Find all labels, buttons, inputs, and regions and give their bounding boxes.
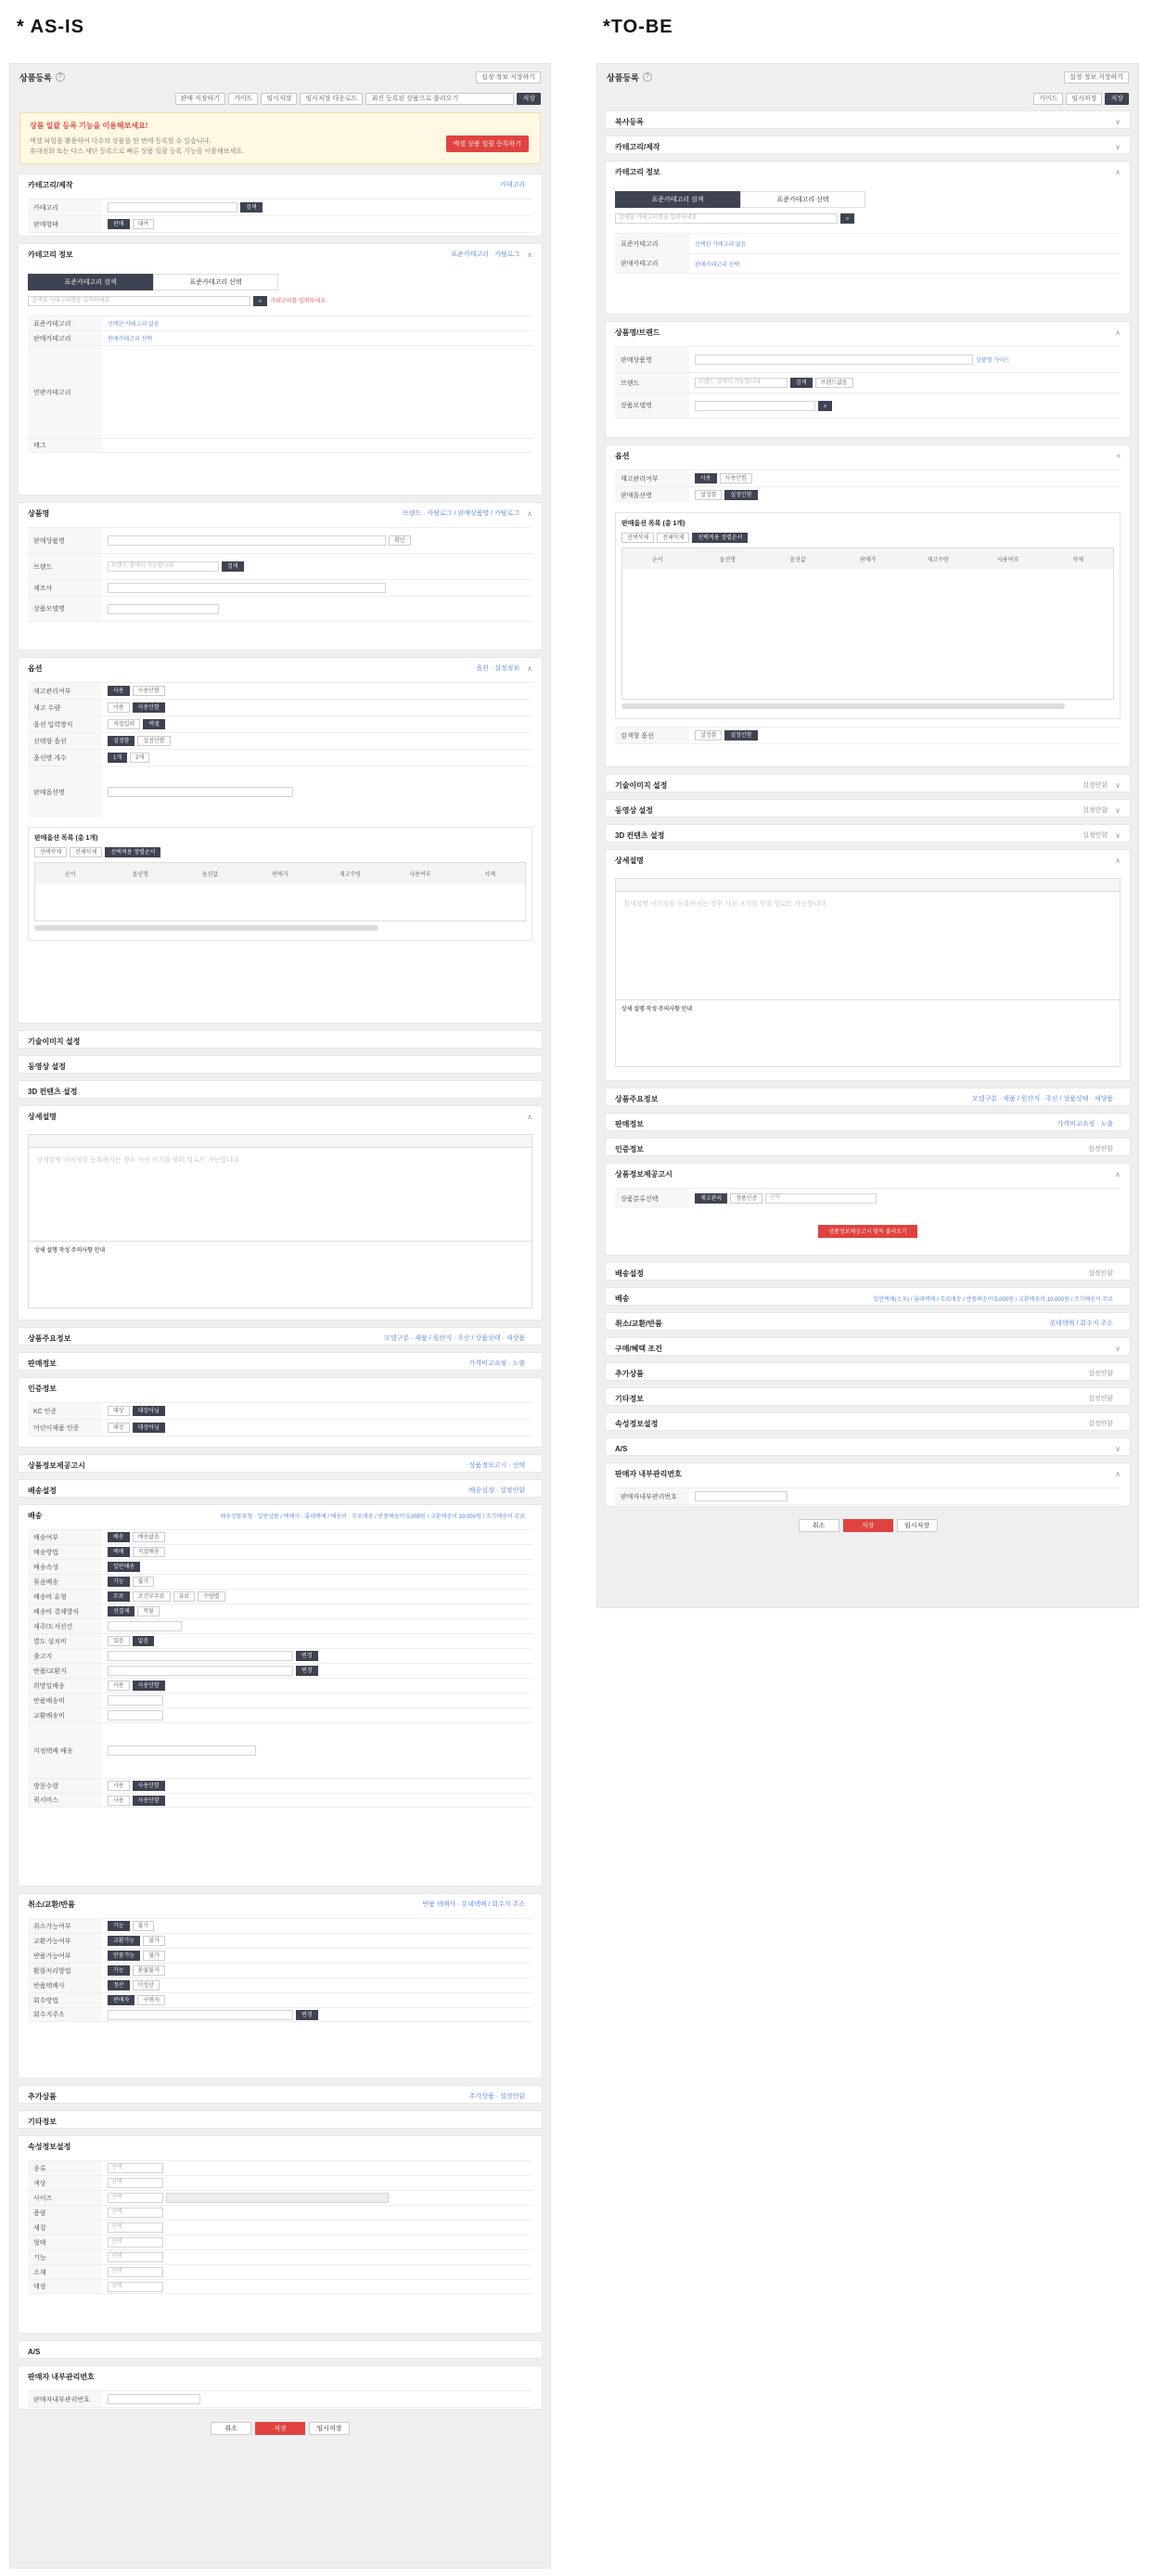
guide-button[interactable]: 가이드 (1033, 93, 1063, 105)
toolbar-button[interactable]: 임시저장 (261, 93, 297, 105)
settings-save-button[interactable]: 설정 정보 저장하기 (476, 71, 541, 84)
help-icon[interactable]: ? (56, 72, 65, 82)
as-is-heading: * AS-IS (17, 17, 84, 37)
section: 속성정보설정 종류 선택 색상 선택 사이즈 선택 용량 선택 재질 선택 형태 선택 기능 선택 소재 선택 대상 선택 (18, 2135, 543, 2334)
section: 옵션 × 재고관리여부 사용 사용안함 판매옵션명 설정함 설정안함 판매옵션 목록 (총 1개) 선택삭제 전체삭제 선택적용 정렬순서 순서 옵션명 옵션값 판매가 재고수량 사용여부 삭제 검색형 옵션 설정함 설정안함 (605, 444, 1131, 767)
toolbar-button[interactable]: 판매 저장하기 (175, 93, 226, 105)
section: 카테고리 정보 ∧ 표준카테고리 검색 표준카테고리 선택 검색할 카테고리명을 입력하세요 ⌕ 표준카테고리 선택된 카테고리 없음 판매카테고리 판매카테고리 선택 (605, 161, 1131, 315)
as-is-panel: 상품등록 ? 설정 정보 저장하기 판매 저장하기 가이드 임시저장 임시저장 다운로드 최신 등록된 상품으로 불러오기 저장 상품 일괄 등록 기능을 이용해보세요! 엑셀 파일을 활용하여 다수의 상품을 한 번에 등록할 수 있습니다. 휴대전화 또는 다스 재단 등록으로 빠른 상품 일괄 등록 기능을 이용해보세요. 엑셀 상품 일괄 등록하기 카테고리/제작 카테고리 카테고리 검색 판매형태 판매 대여 카테고리 정보 표준카테고리 · 카탈로그 ∧ 표준카테고리 검색 표준카테고리 선택 검색할 카테고리명을 입력하세요 ⌕ 카테고리를 입력하세요 표준카테고리 선택된 카테고리 없음 판매카테고리 판매카테고리 선택 연관카테고리 태그 상품명 브랜드 · 카탈로그 / 판매상품명 / 카탈로그 ∧ 판매상품명 확인 브랜드 브랜드 검색이 가능합니다 검색 제조사 상품모델명 옵션 옵션 · 설정정보 ∧ 재고관리여부 사용 사용안함 재고 수량 사용 사용안함 옵션 입력방식 직접입력 엑셀 선택형 옵션 설정함 설정안함 옵션명 개수 1개 2개 판매옵션명 판매옵션 목록 (총 1개) 선택삭제 전체삭제 선택적용 정렬순서 순서 옵션명 옵션값 판매가 재고수량 사용여부 삭제 기술이미지 설정 동영상 설정 3D 컨텐츠 설정 상세설명 ∧ 상세설명 이미지를 등록하시는 경우 사진 크기를 맞춰 업로드 가능합니다. 상세 설명 작성 주의사항 안내 상품주요정보 모델구분 · 제품 / 원산지 · 주산 / 상품상태 · 새상품 판매정보 가격비교쇼핑 · 노출 인증정보 KC 인증 대상 대상아님 어린이제품 인증 대상 대상아님 상품정보제공고시 상품정보고시 · 선택 배송설정 배송설정 · 설정안함 배송 배송상품유형 · 일반상품 / 택배사 · 롯데택배 / 배송비 · 무료배송 / 반품배송비 5,000원 / 교환배송비 10,000원 / 조기배송비 무료 배송여부 배송 배송없음 배송방법 택배 직접배송 배송속성 일반배송 묶음배송 가능 불가 배송비 유형 무료 조건부무료 유료 수량별 배송비 결제방식 선결제 착불 제주/도서산간 별도 설치비 있음 없음 출고지 변경 반품/교환지 변경 희망일배송 사용 사용안함 반품배송비 교환배송비 지정택배 배송 방문수령 사용 사용안함 퀵서비스 사용 사용안함 취소/교환/반품 반품 택배사 · 롯데택배 / 회수지 주소 취소가능여부 가능 불가 교환가능여부 교환가능 불가 반품가능여부 반품가능 불가 환불처리방법 가능 환불불가 반품택배사 정산 미정산 회수방법 판매자 구매자 회수지주소 변경 추가상품 추가상품 · 설정안함 기타정보 속성정보설정 종류 선택 색상 선택 사이즈 선택 용량 선택 재질 선택 형태 선택 기능 선택 소재 선택 대상 선택 A/S 판매자 내부관리번호 판매자내부관리번호 취소 저장 임시저장 (9, 63, 551, 2569)
bulk-register-button[interactable]: 엑셀 상품 일괄 등록하기 (446, 135, 529, 152)
section: 취소/교환/반품 반품 택배사 · 롯데택배 / 회수지 주소 취소가능여부 가능 불가 교환가능여부 교환가능 불가 반품가능여부 반품가능 불가 환불처리방법 가능 환불불가 반품택배사 정산 미정산 회수방법 판매자 구매자 회수지주소 변경 (18, 1893, 543, 2079)
notice-line: 휴대전화 또는 다스 재단 등록으로 빠른 상품 일괄 등록 기능을 이용해보세요. (30, 148, 245, 155)
toolbar-button[interactable]: 임시저장 다운로드 (300, 93, 363, 105)
settings-save-button[interactable]: 설정 정보 저장하기 (1064, 71, 1129, 84)
cancel-button[interactable]: 취소 (211, 2422, 251, 2435)
toolbar-button[interactable]: 가이드 (228, 93, 258, 105)
section: 카테고리 정보 표준카테고리 · 카탈로그 ∧ 표준카테고리 검색 표준카테고리 선택 검색할 카테고리명을 입력하세요 ⌕ 카테고리를 입력하세요 표준카테고리 선택된 카테고리 없음 판매카테고리 판매카테고리 선택 연관카테고리 태그 (18, 243, 543, 496)
section: 배송 배송상품유형 · 일반상품 / 택배사 · 롯데택배 / 배송비 · 무료배송 / 반품배송비 5,000원 / 교환배송비 10,000원 / 조기배송비 무료 배송여부 배송 배송없음 배송방법 택배 직접배송 배송속성 일반배송 묶음배송 가능 불가 배송비 유형 무료 조건부무료 유료 수량별 배송비 결제방식 선결제 착불 제주/도서산간 별도 설치비 있음 없음 출고지 변경 반품/교환지 변경 희망일배송 사용 사용안함 반품배송비 교환배송비 지정택배 배송 방문수령 사용 사용안함 퀵서비스 사용 사용안함 (18, 1504, 543, 1887)
notice-line: 엑셀 파일을 활용하여 다수의 상품을 한 번에 등록할 수 있습니다. (30, 138, 211, 145)
to-be-panel: 상품등록 ? 설정 정보 저장하기 가이드 임시저장 저장 복사등록 ∨ 카테고리/제작 ∨ 카테고리 정보 ∧ 표준카테고리 검색 표준카테고리 선택 검색할 카테고리명을 입력하세요 ⌕ 표준카테고리 선택된 카테고리 없음 판매카테고리 판매카테고리 선택 상품명/브랜드 ∧ 판매상품명 상품명 가이드 브랜드 브랜드 검색이 가능합니다 검색 브랜드없음 상품모델명 ⌕ 옵션 × 재고관리여부 사용 사용안함 판매옵션명 설정함 설정안함 판매옵션 목록 (총 1개) 선택삭제 전체삭제 선택적용 정렬순서 순서 옵션명 옵션값 판매가 재고수량 사용여부 삭제 검색형 옵션 설정함 설정안함 기술이미지 설정 설정안함 ∨ 동영상 설정 설정안함 ∨ 3D 컨텐츠 설정 설정안함 ∨ 상세설명 ∧ 상세설명 이미지를 등록하시는 경우 사진 크기를 맞춰 업로드 가능합니다. 상세 설명 작성 주의사항 안내 상품주요정보 모델구분 · 제품 / 원산지 · 주산 / 상품상태 · 새상품 판매정보 가격비교쇼핑 · 노출 인증정보 설정안함 상품정보제공고시 ∧ 상품분류선택 재고관리 정품인증 선택 상품정보제공고시 항목 불러오기 배송설정 설정안함 배송 일반택배(소포) / 롯데택배 / 무료배송 / 반품배송비 5,000원 / 교환배송비 10,000원 / 조기배송비 무료 취소/교환/반품 롯데택배 / 회수지 주소 구매/혜택 조건 ∨ 추가상품 설정안함 기타정보 설정안함 속성정보설정 설정안함 A/S ∨ 판매자 내부관리번호 ∧ 판매자내부관리번호 취소 저장 임시저장 (596, 63, 1139, 1608)
cancel-button[interactable]: 취소 (799, 1519, 839, 1532)
section: 카테고리/제작 카테고리 카테고리 검색 판매형태 판매 대여 (18, 174, 543, 237)
temp-save-button[interactable]: 임시저장 (309, 2422, 350, 2435)
section: 상세설명 ∧ 상세설명 이미지를 등록하시는 경우 사진 크기를 맞춰 업로드 가능합니다. 상세 설명 작성 주의사항 안내 (18, 1105, 543, 1320)
notice-title: 상품 일괄 등록 기능을 이용해보세요! (30, 122, 148, 130)
bulk-notice (19, 112, 541, 164)
page-title: 상품등록 (607, 72, 639, 83)
submit-button[interactable]: 저장 (255, 2422, 305, 2435)
save-button[interactable]: 저장 (517, 93, 541, 105)
temp-save-button[interactable]: 임시저장 (897, 1519, 938, 1532)
save-button[interactable]: 저장 (1105, 93, 1129, 105)
submit-button[interactable]: 저장 (843, 1519, 893, 1532)
section: 상세설명 ∧ 상세설명 이미지를 등록하시는 경우 사진 크기를 맞춰 업로드 가능합니다. 상세 설명 작성 주의사항 안내 (605, 849, 1131, 1081)
section: 옵션 옵션 · 설정정보 ∧ 재고관리여부 사용 사용안함 재고 수량 사용 사용안함 옵션 입력방식 직접입력 엑셀 선택형 옵션 설정함 설정안함 옵션명 개수 1개 2개 판매옵션명 판매옵션 목록 (총 1개) 선택삭제 전체삭제 선택적용 정렬순서 순서 옵션명 옵션값 판매가 재고수량 사용여부 삭제 (18, 657, 543, 1024)
temp-save-button[interactable]: 임시저장 (1066, 93, 1102, 105)
load-select[interactable]: 최신 등록된 상품으로 불러오기 (365, 93, 514, 105)
to-be-heading: *TO-BE (603, 17, 673, 37)
section: 상품명 브랜드 · 카탈로그 / 판매상품명 / 카탈로그 ∧ 판매상품명 확인 브랜드 브랜드 검색이 가능합니다 검색 제조사 상품모델명 (18, 502, 543, 650)
section: 상품명/브랜드 ∧ 판매상품명 상품명 가이드 브랜드 브랜드 검색이 가능합니다 검색 브랜드없음 상품모델명 ⌕ (605, 321, 1131, 438)
page-title: 상품등록 (19, 72, 52, 83)
section: 상품정보제공고시 ∧ 상품분류선택 재고관리 정품인증 선택 상품정보제공고시 항목 불러오기 (605, 1163, 1131, 1256)
help-icon[interactable]: ? (643, 72, 652, 82)
